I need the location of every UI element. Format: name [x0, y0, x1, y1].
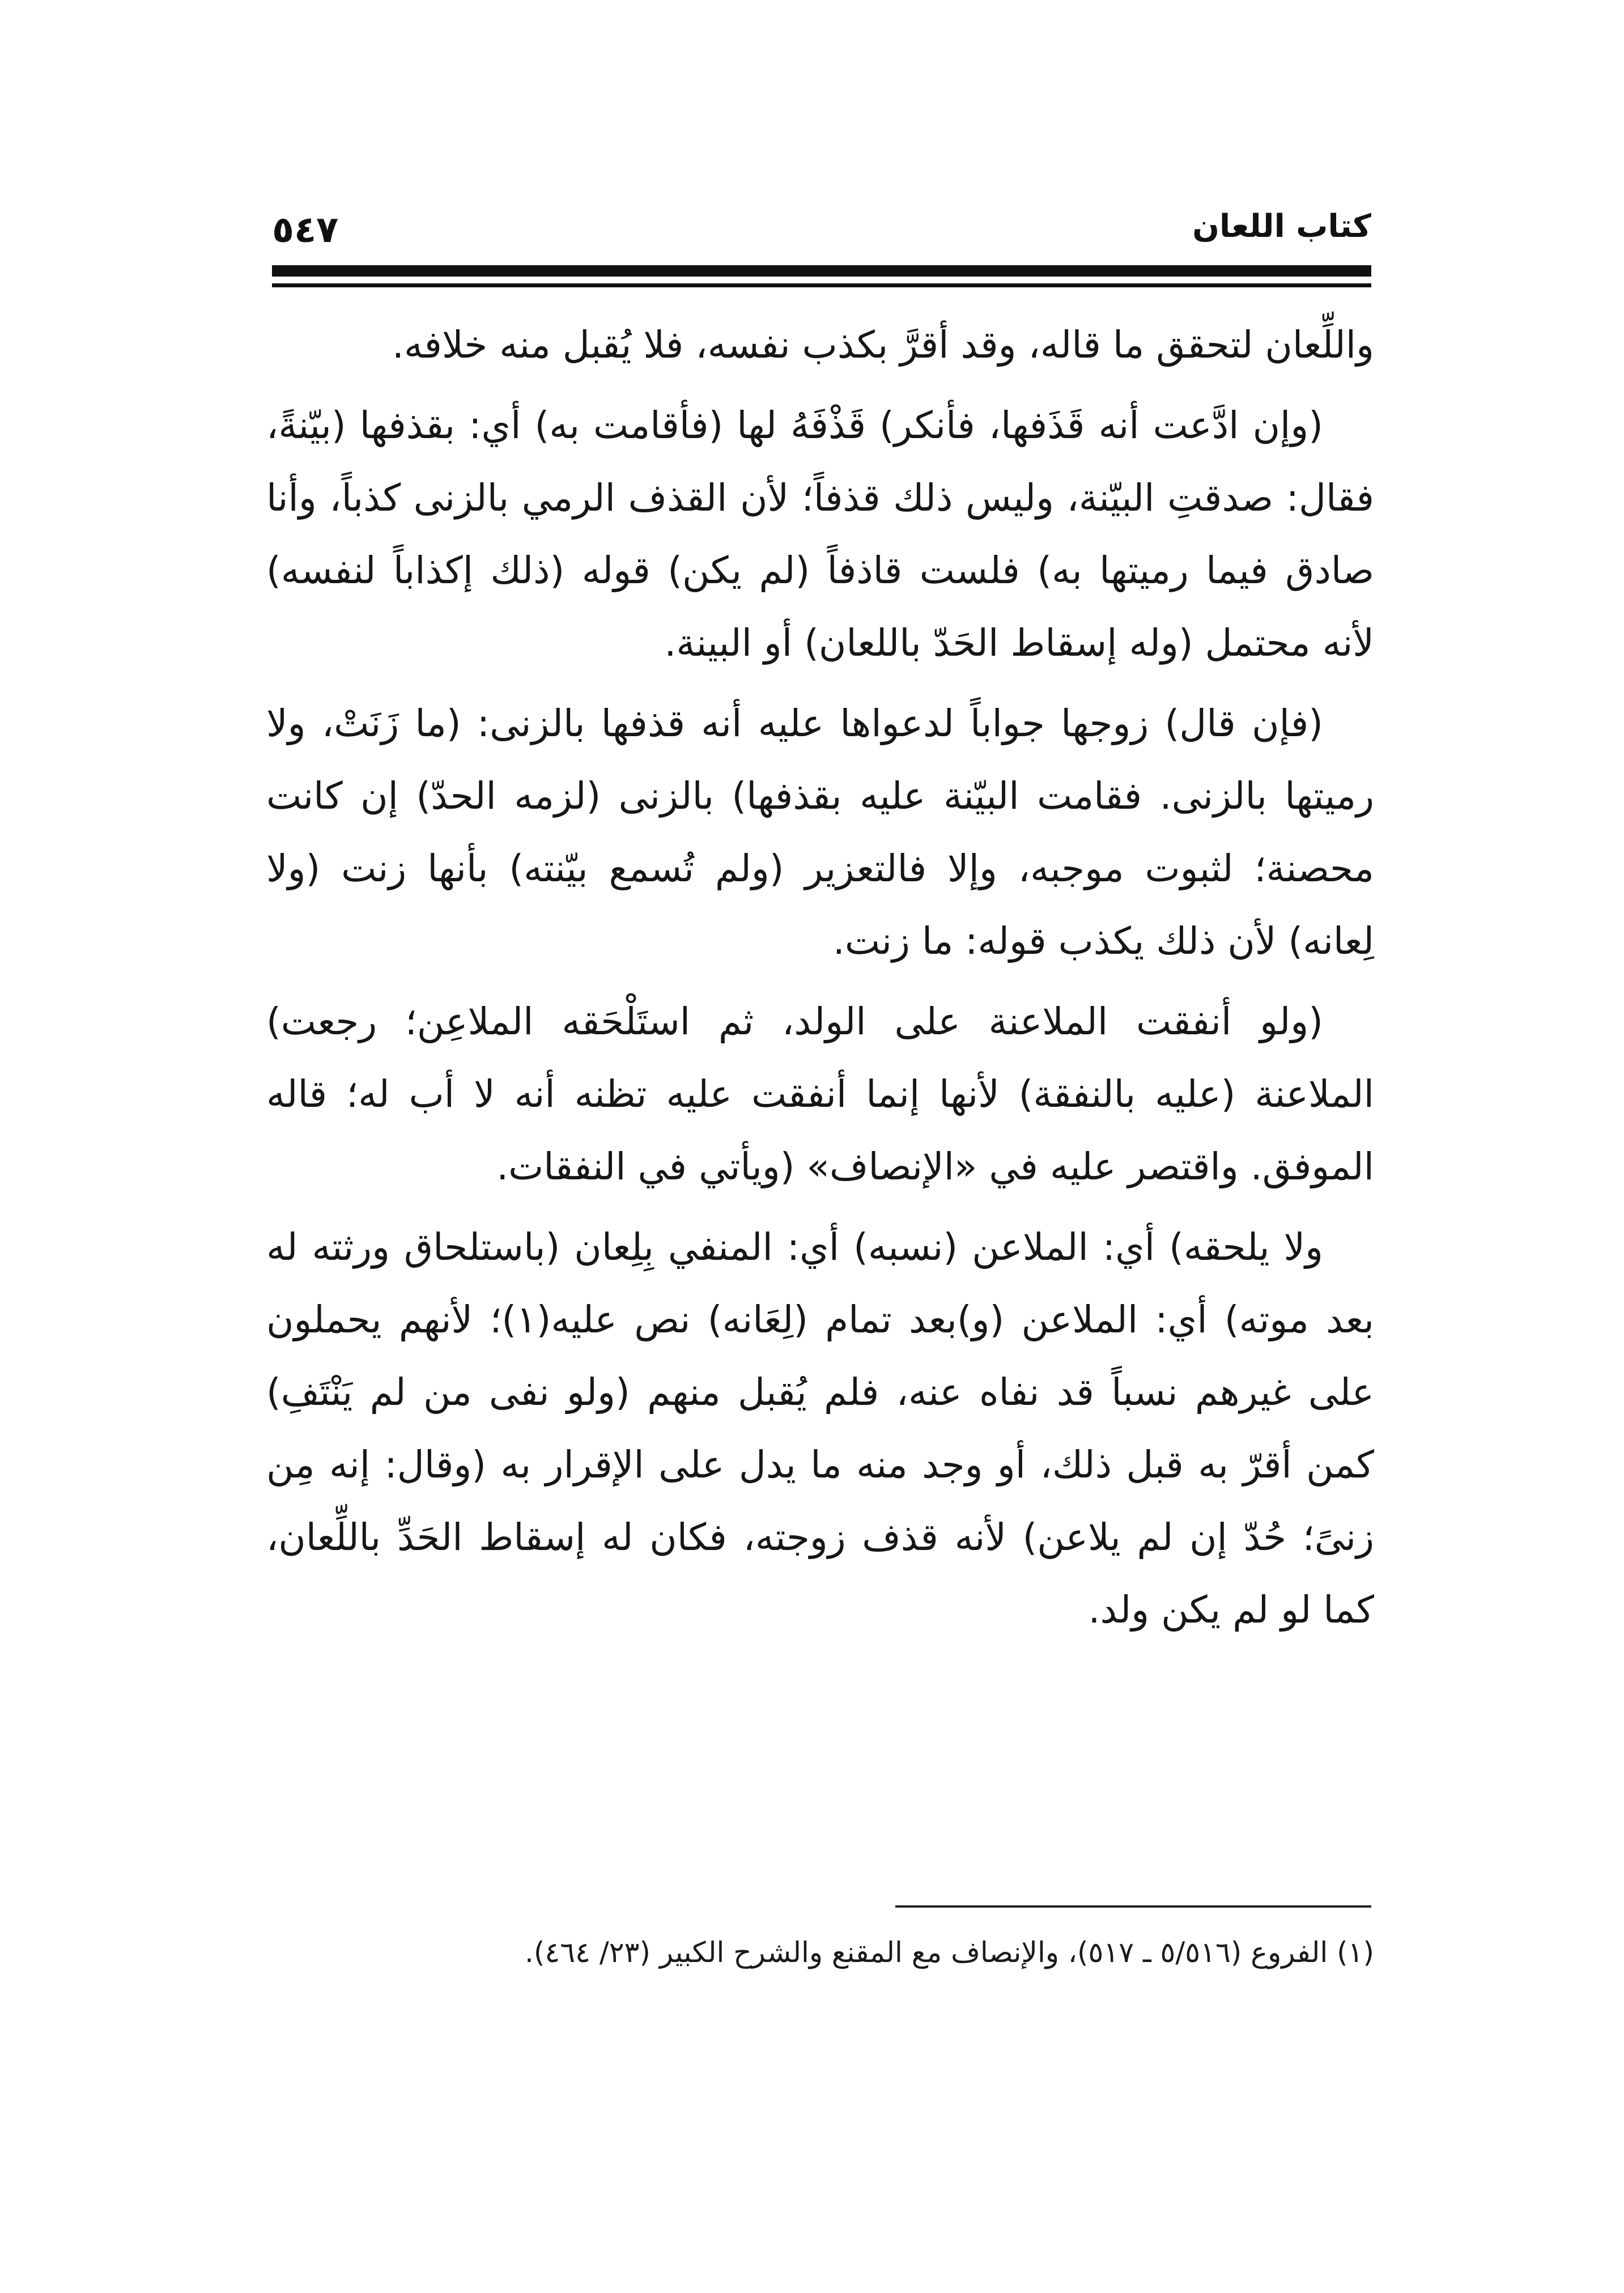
page-number: ٥٤٧	[272, 209, 339, 251]
paragraph: واللِّعان لتحقق ما قاله، وقد أقرَّ بكذب نفسه، فلا يُقبل منه خلافه.	[392, 323, 1374, 367]
paragraph: (ولو أنفقت الملاعنة على الولد، ثم استَلْحَقه الملاعِن؛ رجعت) الملاعنة (عليه بالنفقة) لأنها إنما أنفقت عليه تظنه أنه لا أب له؛ قاله الموفق. واقتصر عليه في «الإنصاف» (ويأتي في النفقات.	[266, 1000, 1374, 1188]
footnote-separator	[895, 1905, 1371, 1908]
header-rule-thin	[272, 283, 1371, 287]
footnote: (١) الفروع (٥/٥١٦ ـ ٥١٧)، والإنصاف مع المقنع والشرح الكبير (٢٣/ ٤٦٤).	[525, 1936, 1374, 1969]
header-rule-thick	[272, 265, 1371, 277]
main-text	[266, 309, 1374, 1884]
page-header	[272, 204, 1371, 261]
chapter-title: كتاب اللعان	[1192, 208, 1371, 245]
paragraph: (فإن قال) زوجها جواباً لدعواها عليه أنه قذفها بالزنى: (ما زَنَتْ، ولا رميتها بالزنى. فقامت البيّنة عليه بقذفها) بالزنى (لزمه الحدّ) إن كانت محصنة؛ لثبوت موجبه، وإلا فالتعزير (ولم تُسمع بيّنته) بأنها زنت (ولا لِعانه) لأن ذلك يكذب قوله: ما زنت.	[266, 702, 1374, 963]
paragraph: ولا يلحقه) أي: الملاعن (نسبه) أي: المنفي بِلِعان (باستلحاق ورثته له بعد موته) أي: الملاعن (و)بعد تمام (لِعَانه) نص عليه(١)؛ لأنهم يحملون على غيرهم نسباً قد نفاه عنه، فلم يُقبل منهم (ولو نفى من لم يَنْتَفِ) كمن أقرّ به قبل ذلك، أو وجد منه ما يدل على الإقرار به (وقال: إنه مِن زنىً؛ حُدّ إن لم يلاعن) لأنه قذف زوجته، فكان له إسقاط الحَدِّ باللِّعان، كما لو لم يكن ولد.	[266, 1225, 1375, 1632]
paragraph: (وإن ادَّعت أنه قَذَفها، فأنكر) قَذْفَهُ لها (فأقامت به) أي: بقذفها (بيّنةً، فقال: صدقتِ البيّنة، وليس ذلك قذفاً؛ لأن القذف الرمي بالزنى كذباً، وأنا صادق فيما رميتها به) فلست قاذفاً (لم يكن) قوله (ذلك إكذاباً لنفسه) لأنه محتمل (وله إسقاط الحَدّ باللعان) أو البينة.	[266, 404, 1374, 665]
